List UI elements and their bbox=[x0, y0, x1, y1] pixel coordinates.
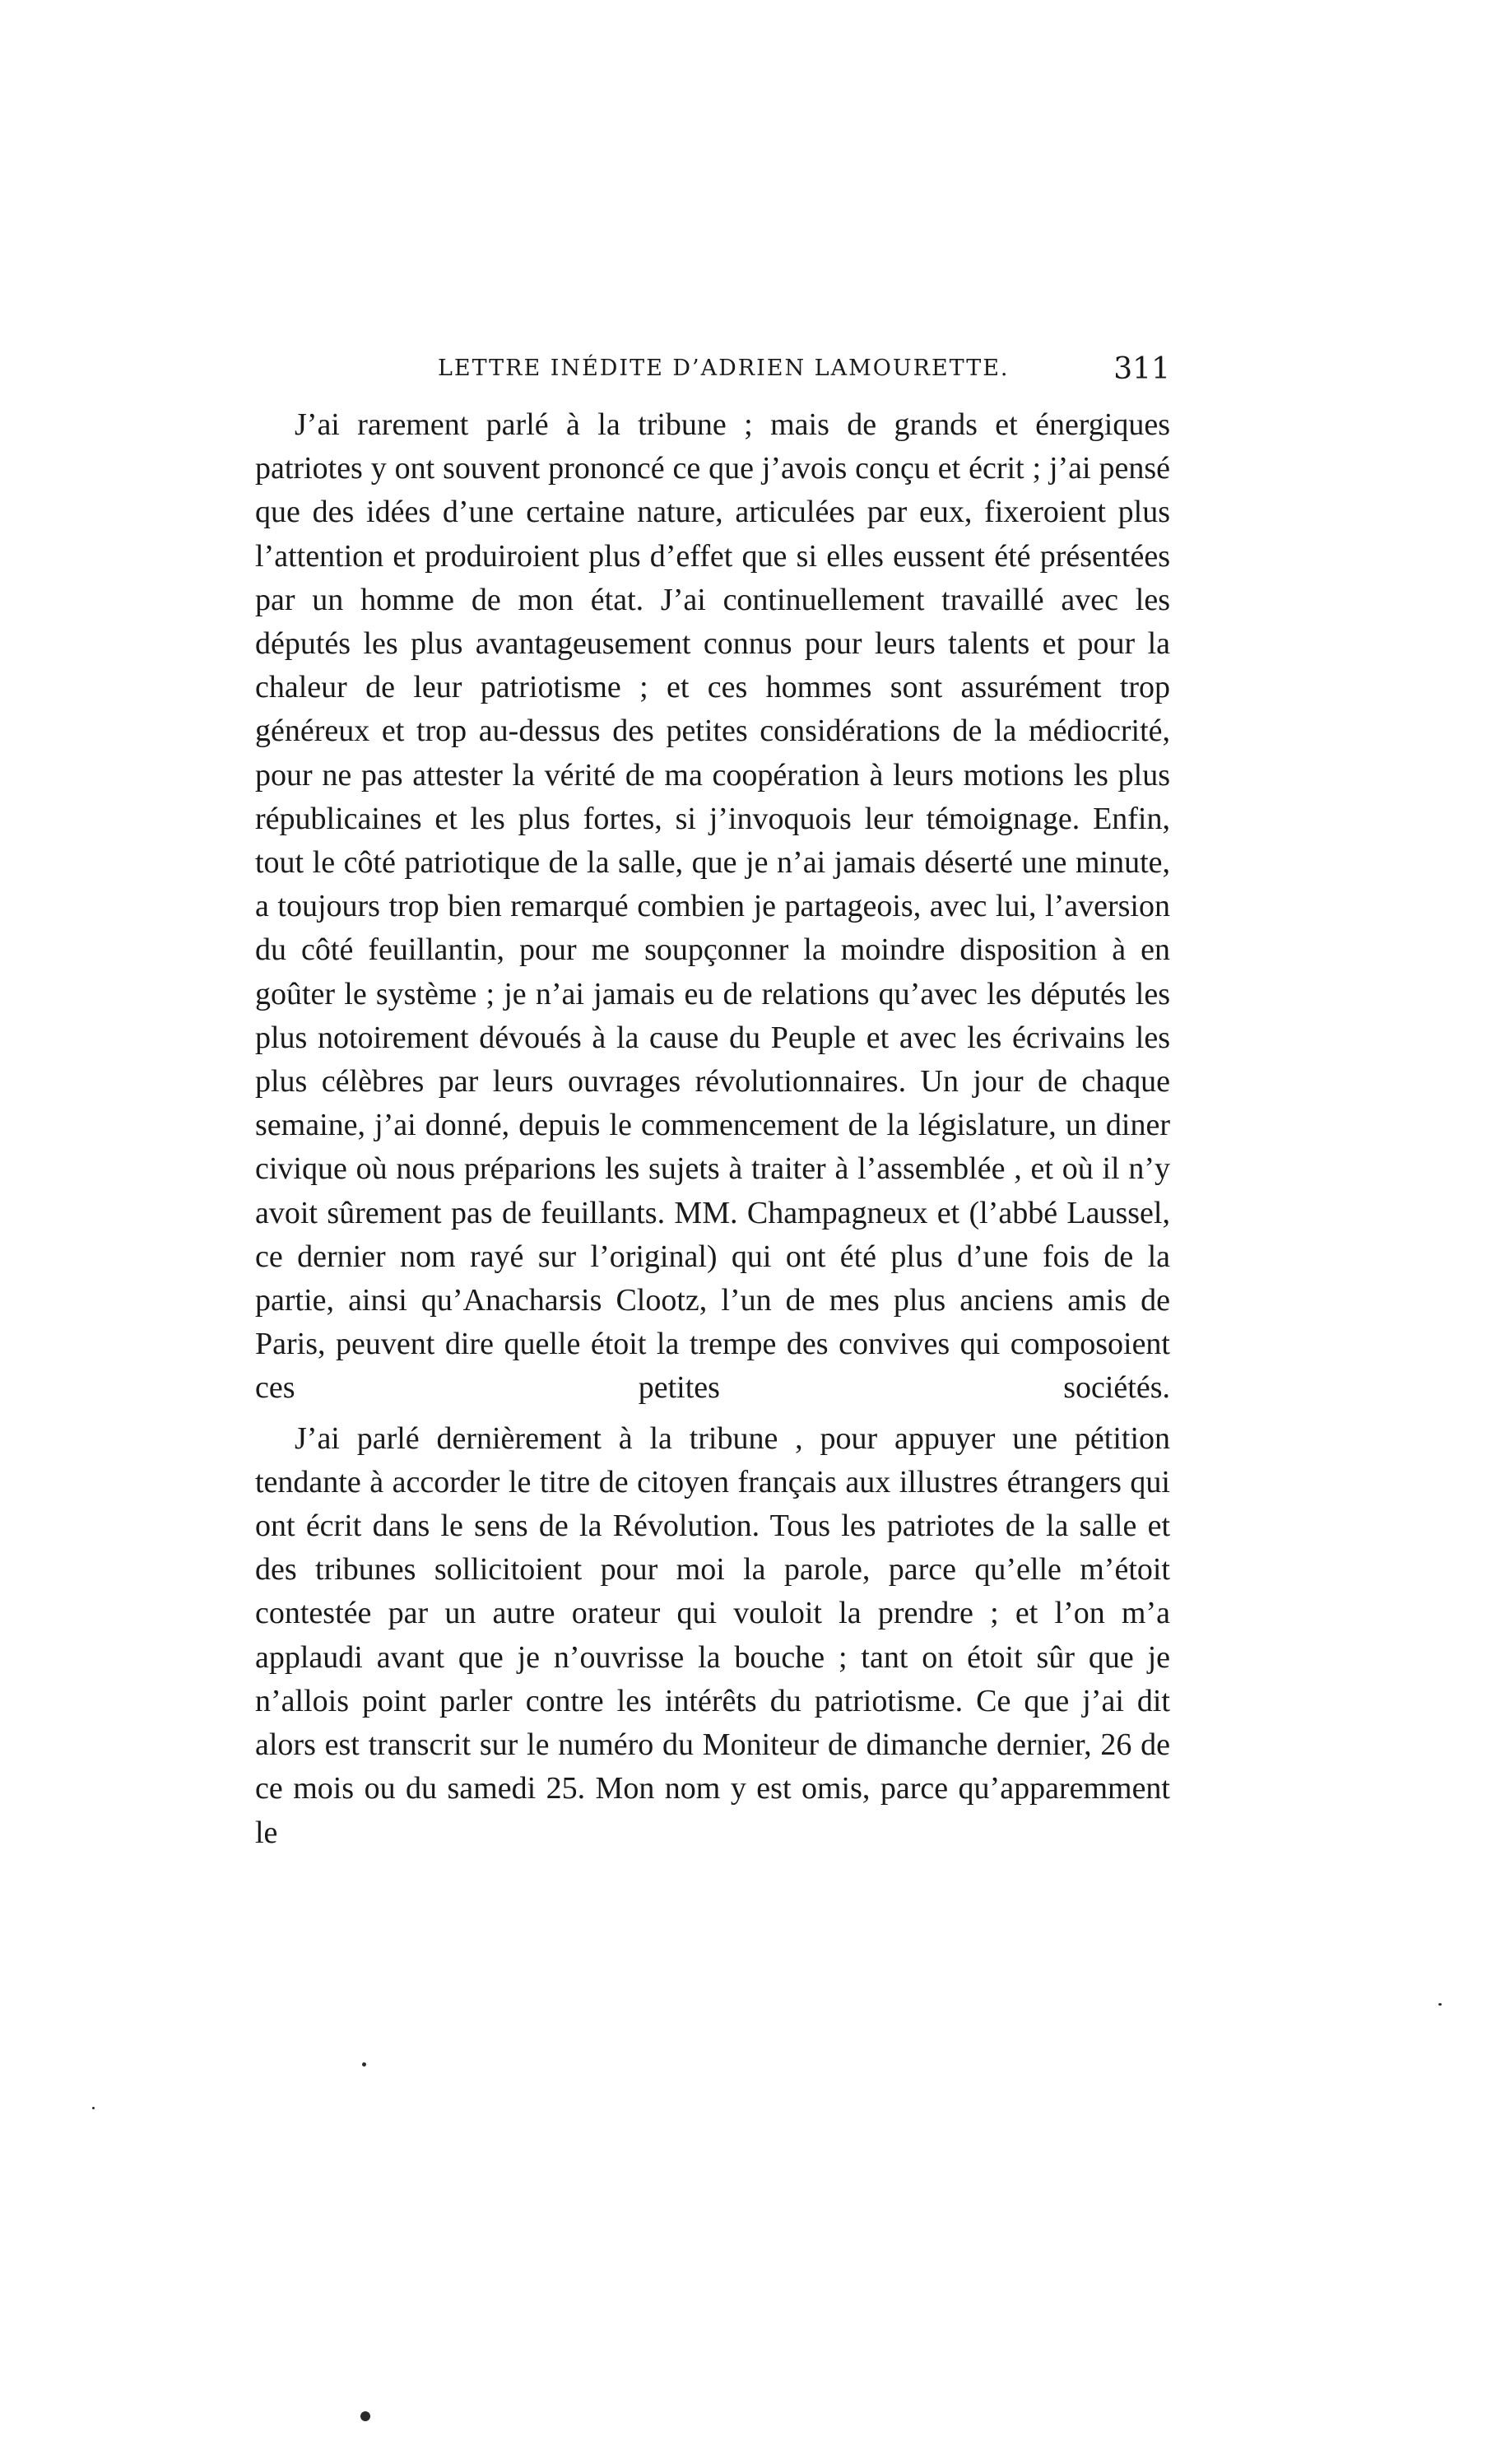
ink-speck bbox=[360, 2411, 370, 2421]
paragraph-2: J’ai parlé dernièrement à la tribune , pour appuyer une pétition tendante à accorder le titre de citoyen français aux illustres étrangers qui ont écrit dans le sens de la Révolution. Tous les patriotes de la salle et des tribunes sollicitoient pour moi la parole, parce qu’elle m’étoit contestée par un autre orateur qui vouloit la prendre ; et l’on m’a applaudi avant que je n’ouvrisse la bouche ; tant on étoit sûr que je n’allois point parler contre les intérêts du patriotisme. Ce que j’ai dit alors est transcrit sur le numéro du Moniteur de dimanche dernier, 26 de ce mois ou du samedi 25. Mon nom y est omis, parce qu’apparemment le bbox=[255, 1420, 1170, 1850]
paragraph-1: J’ai rarement parlé à la tribune ; mais de grands et énergiques patriotes y ont souvent prononcé ce que j’avois conçu et écrit ; j’ai pensé que des idées d’une certaine nature, articulées par eux, fixeroient plus l’attention et produiroient plus d’effet que si elles eussent été présentées par un homme de mon état. J’ai continuellement travaillé avec les députés les plus avantageusement connus pour leurs talents et pour la chaleur de leur patriotisme ; et ces hommes sont assurément trop généreux et trop au-dessus des petites considérations de la médiocrité, pour ne pas attester la vérité de ma coopération à leurs motions les plus républicaines et les plus fortes, si j’invoquois leur témoignage. Enfin, tout le côté patriotique de la salle, que je n’ai jamais déserté une minute, a toujours trop bien remarqué combien je partageois, avec lui, l’aversion du côté feuillantin, pour me soupçonner la moindre disposition à en goûter le système ; je n’ai jamais eu de relations qu’avec les députés les plus notoirement dévoués à la cause du Peuple et avec les écrivains les plus célèbres par leurs ouvrages révolutionnaires. Un jour de chaque semaine, j’ai donné, depuis le commencement de la législature, un diner civique où nous préparions les sujets à traiter à l’assemblée , et où il n’y avoit sûrement pas de feuillants. MM. Champagneux et (l’abbé Laussel, ce dernier nom rayé sur l’original) qui ont été plus d’une fois de la partie, ainsi qu’Anacharsis Clootz, l’un de mes plus anciens amis de Paris, peuvent dire quelle étoit la trempe des convives qui composoient ces petites sociétés. bbox=[255, 407, 1170, 1406]
running-title: LETTRE INÉDITE D’ADRIEN LAMOURETTE. bbox=[438, 356, 1010, 381]
body-text bbox=[255, 403, 1170, 1855]
ink-speck bbox=[1438, 2003, 1442, 2006]
running-head bbox=[255, 352, 1170, 388]
ink-speck bbox=[92, 2107, 95, 2109]
page-number: 311 bbox=[1113, 352, 1170, 386]
ink-speck bbox=[362, 2062, 366, 2067]
